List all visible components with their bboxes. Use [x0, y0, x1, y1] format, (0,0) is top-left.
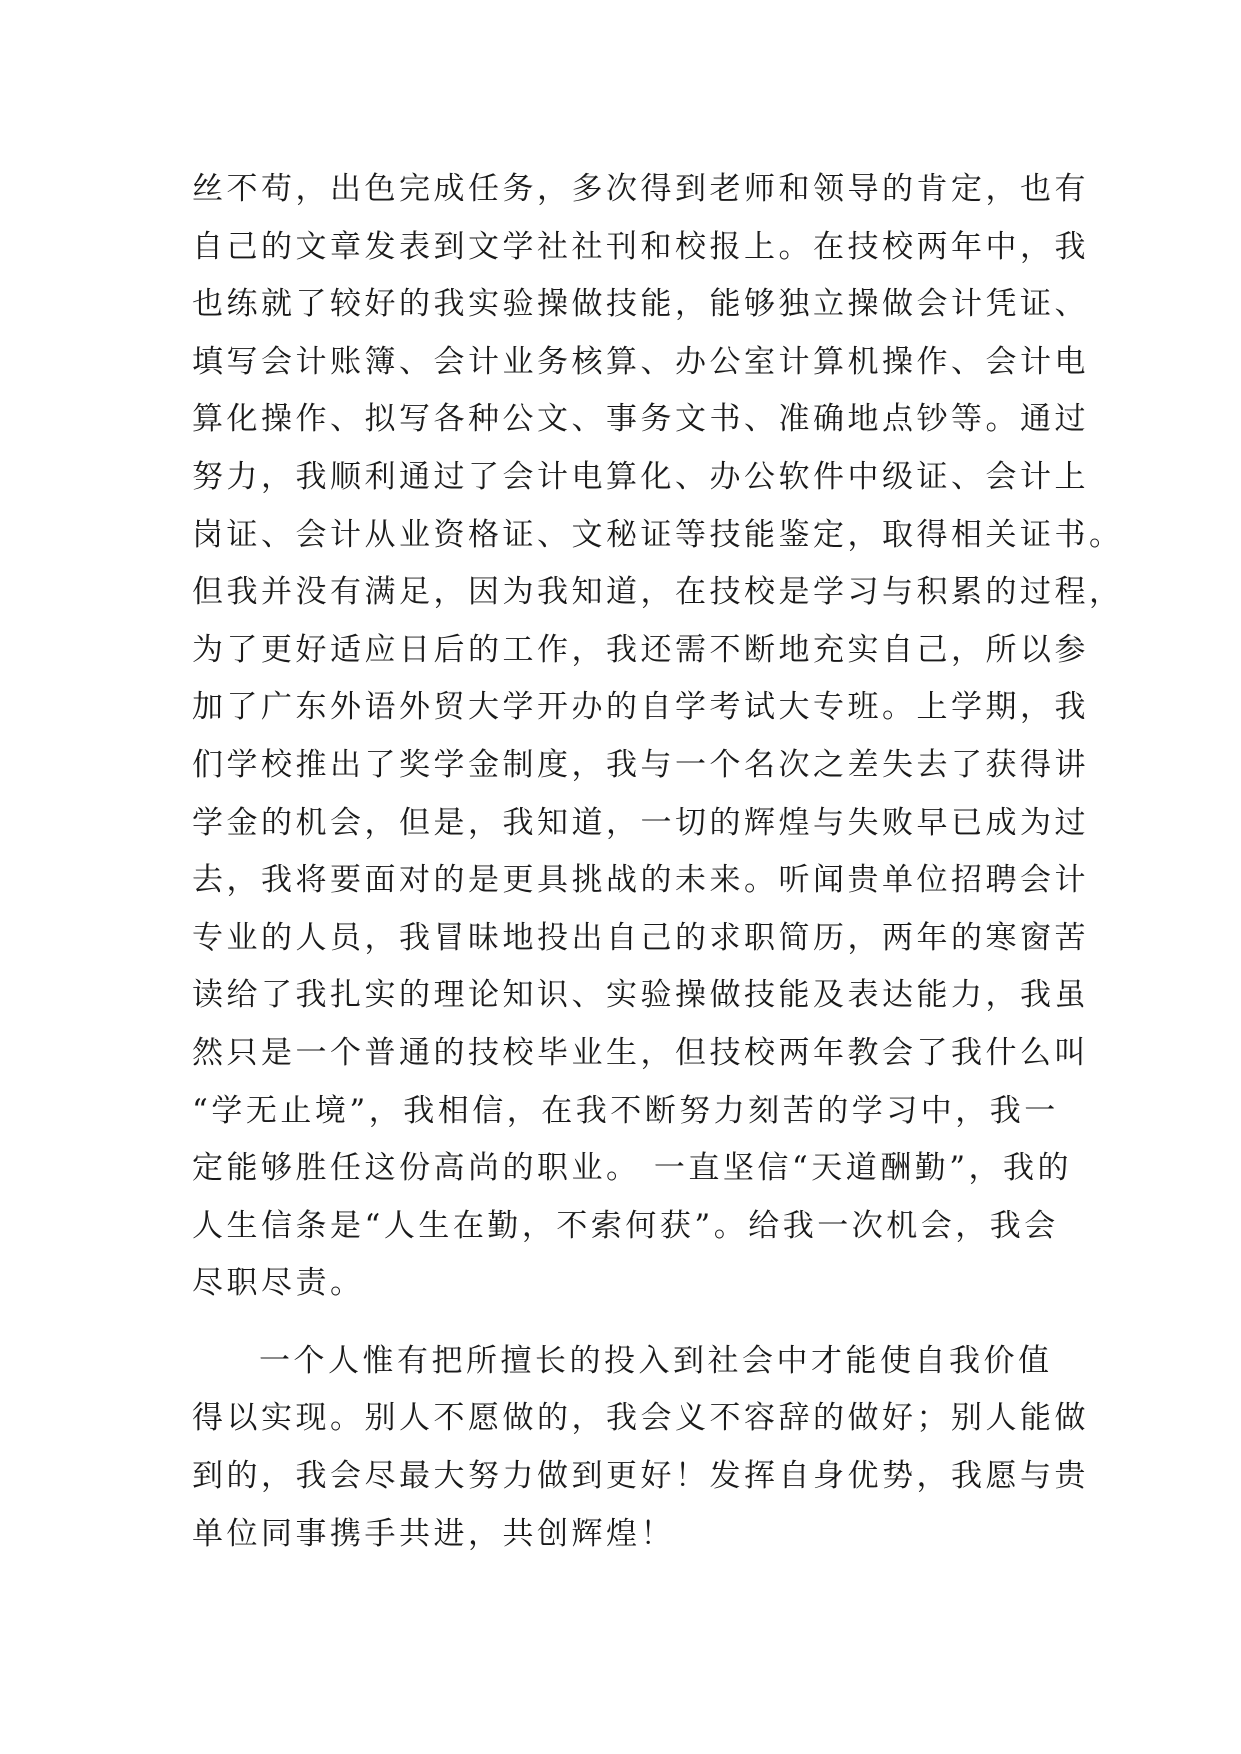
- paragraph-1: [192, 161, 1124, 1313]
- text-line: 一个人惟有把所擅长的投入到社会中才能使自我价值: [259, 1342, 1053, 1379]
- text-line: 学金的机会，但是，我知道，一切的辉煌与失败早已成为过: [192, 804, 1089, 841]
- text-line: 努力，我顺利通过了会计电算化、办公软件中级证、会计上: [192, 458, 1089, 495]
- body-text: [192, 161, 1124, 1563]
- text-line: 岗证、会计从业资格证、文秘证等技能鉴定，取得相关证书。: [192, 516, 1124, 553]
- text-line: 们学校推出了奖学金制度，我与一个名次之差失去了获得讲: [192, 746, 1089, 783]
- text-line: 然只是一个普通的技校毕业生，但技校两年教会了我什么叫: [192, 1034, 1089, 1071]
- text-line: 读给了我扎实的理论知识、实验操做技能及表达能力，我虽: [192, 977, 1089, 1014]
- text-line: 填写会计账簿、会计业务核算、办公室计算机操作、会计电: [192, 343, 1089, 380]
- text-line: 也练就了较好的我实验操做技能，能够独立操做会计凭证、: [192, 286, 1089, 323]
- text-line: 自己的文章发表到文学社社刊和校报上。在技校两年中，我: [192, 228, 1089, 265]
- text-line: 得以实现。别人不愿做的，我会义不容辞的做好；别人能做: [192, 1400, 1089, 1437]
- text-line: 尽职尽责。: [192, 1265, 365, 1302]
- text-line: 为了更好适应日后的工作，我还需不断地充实自己，所以参: [192, 631, 1089, 668]
- text-line: 人生信条是“人生在勤，不索何获”。给我一次机会，我会: [192, 1207, 1059, 1244]
- text-line: “学无止境”，我相信，在我不断努力刻苦的学习中，我一: [192, 1092, 1059, 1129]
- text-line: 算化操作、拟写各种公文、事务文书、准确地点钞等。通过: [192, 401, 1089, 438]
- text-line: 加了广东外语外贸大学开办的自学考试大专班。上学期，我: [192, 689, 1089, 726]
- text-line: 但我并没有满足，因为我知道，在技校是学习与积累的过程，: [192, 574, 1124, 611]
- paragraph-2: [192, 1333, 1089, 1563]
- text-line: 丝不苟，出色完成任务，多次得到老师和领导的肯定，也有: [192, 171, 1089, 207]
- text-line: 定能够胜任这份高尚的职业。 一直坚信“天道酬勤”，我的: [192, 1150, 1073, 1187]
- paragraph-spacer: [192, 1313, 1072, 1333]
- text-line: 去，我将要面对的是更具挑战的未来。听闻贵单位招聘会计: [192, 862, 1089, 899]
- text-line: 专业的人员，我冒昧地投出自己的求职简历，两年的寒窗苦: [192, 919, 1089, 956]
- text-line: 单位同事携手共进，共创辉煌！: [192, 1515, 675, 1552]
- text-line: 到的，我会尽最大努力做到更好！发挥自身优势，我愿与贵: [192, 1458, 1089, 1495]
